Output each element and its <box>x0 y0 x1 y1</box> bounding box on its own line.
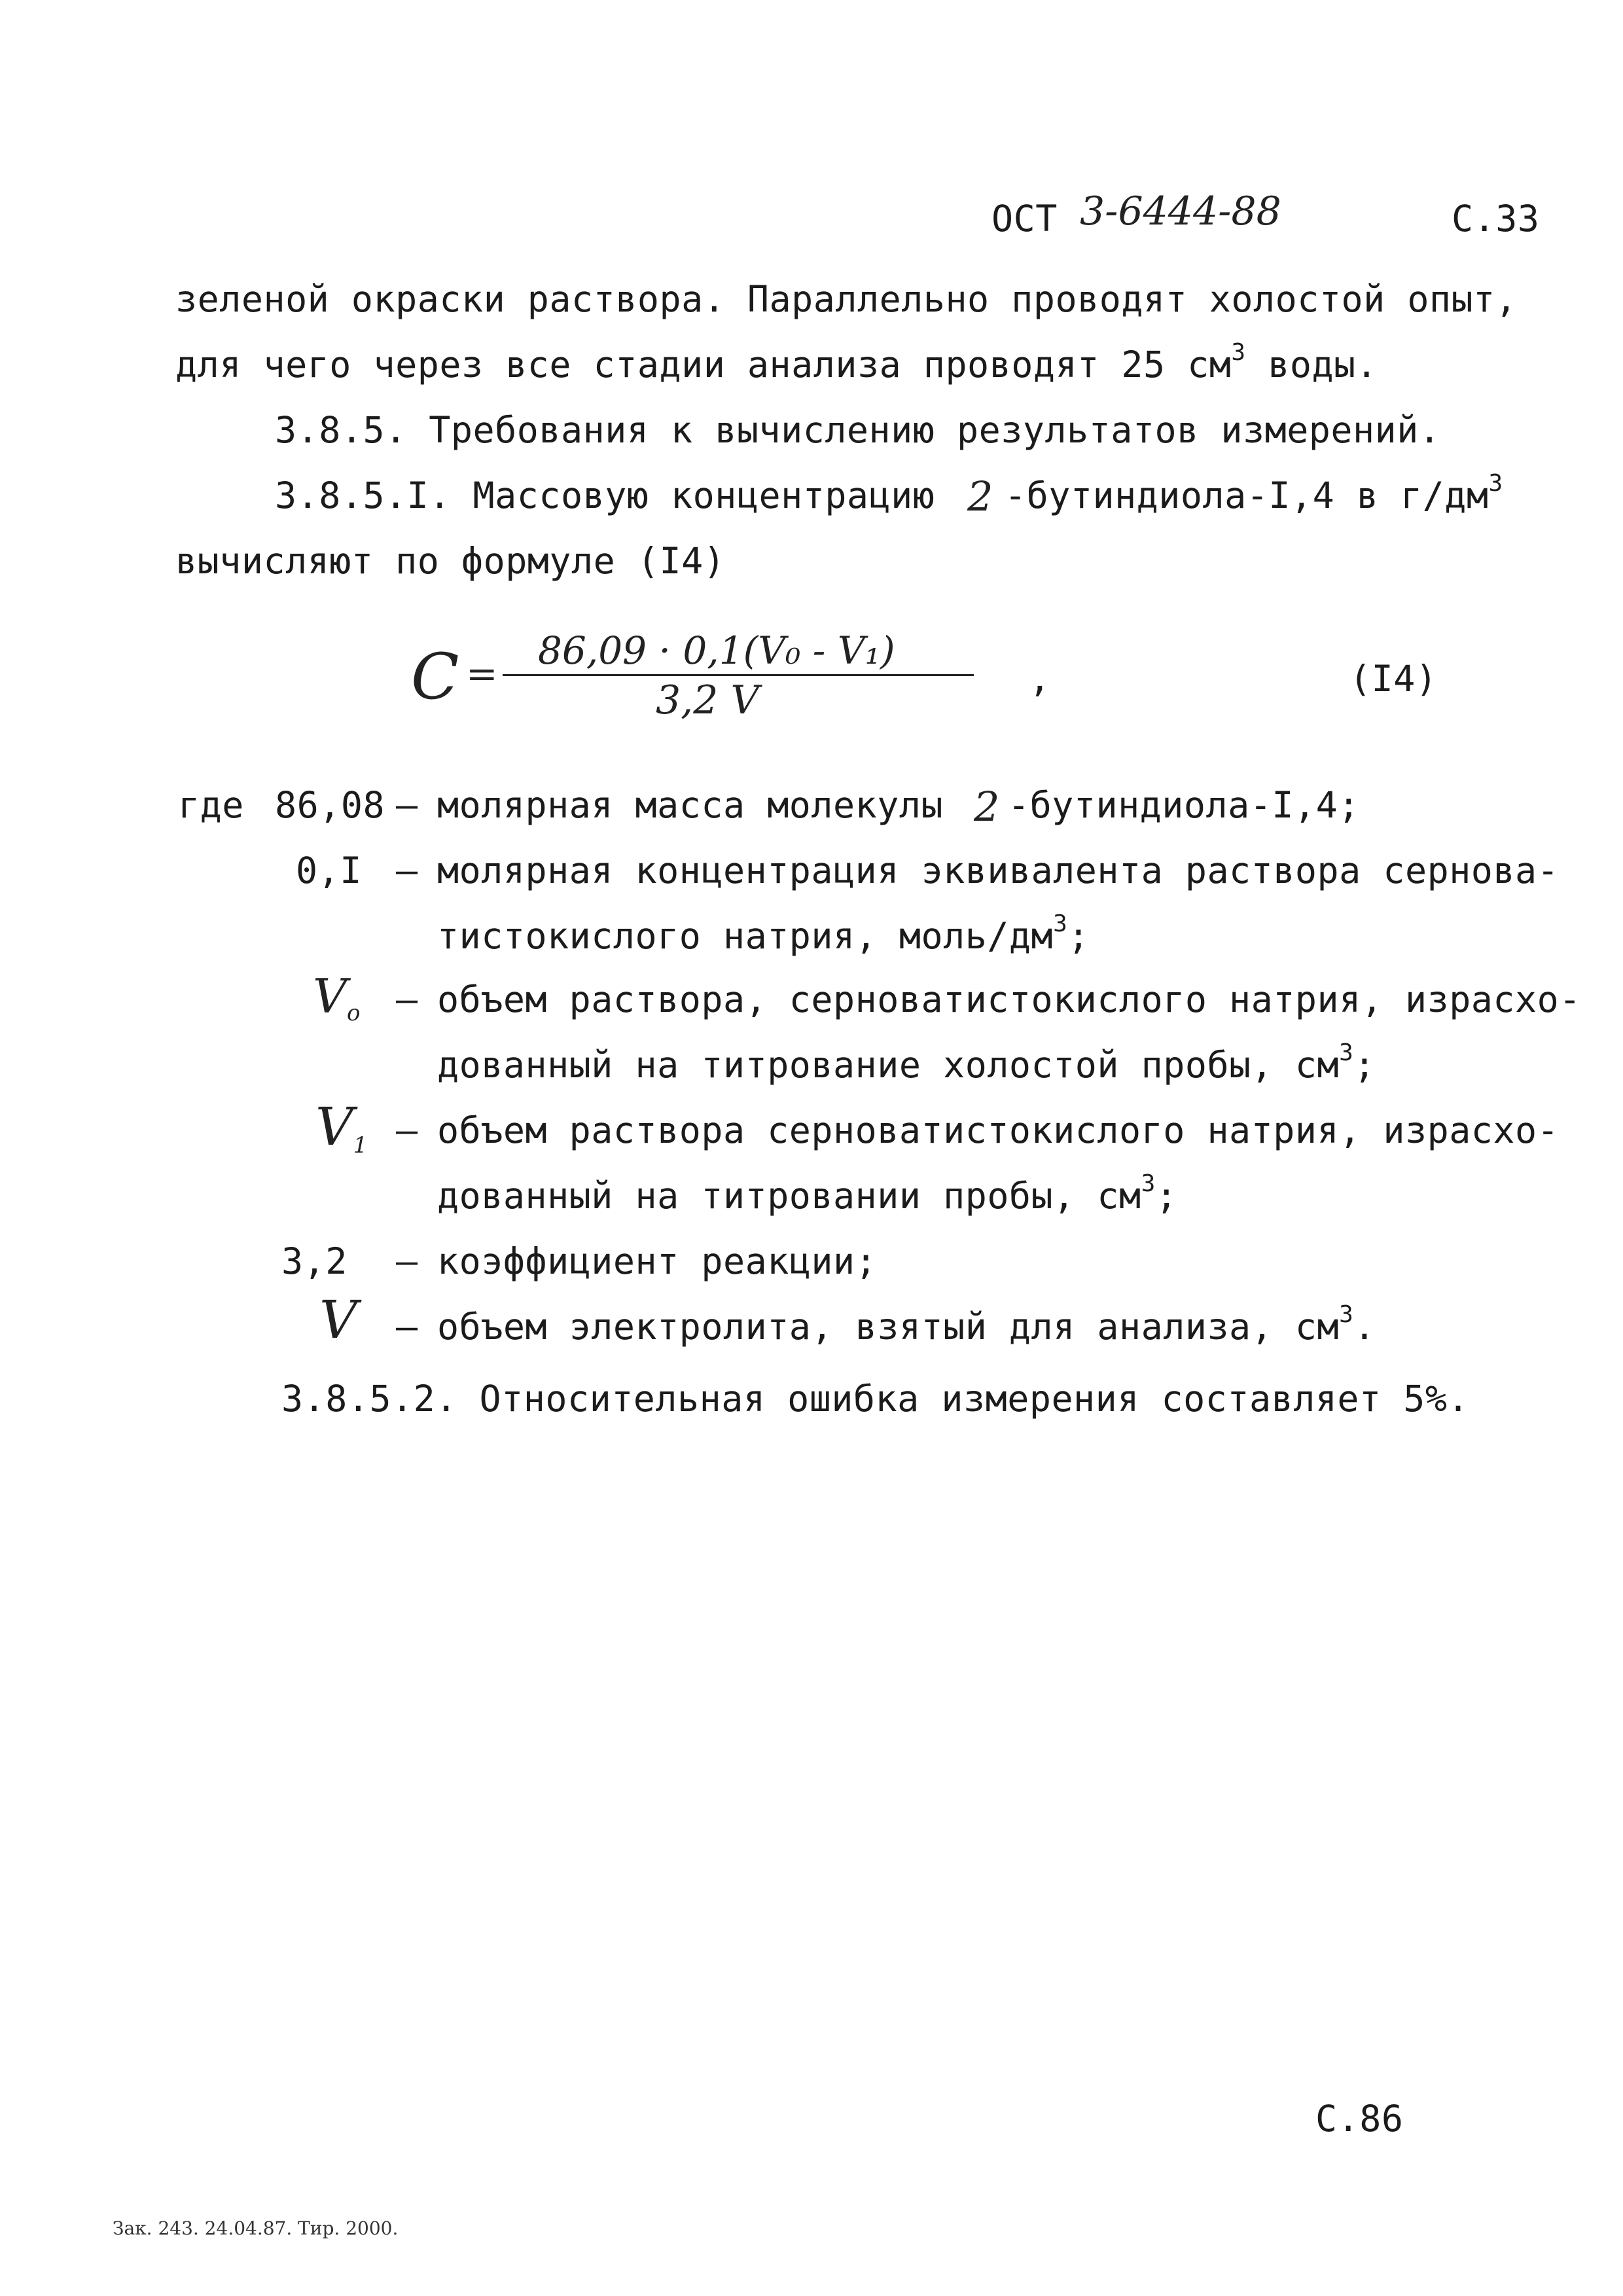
definition-text: молярная концентрация эквивалента раствора сернова- <box>437 850 1560 891</box>
section-3-8-5-1-sup: 3 <box>1488 470 1503 497</box>
definition-symbol-coefficient: 3,2 <box>281 1240 348 1282</box>
definition-symbol-v1-main: V <box>315 1096 353 1157</box>
definition-symbol-molar-mass: 86,08 <box>275 784 385 826</box>
definition-text-continued <box>437 1039 1376 1086</box>
footer-page-number: С.86 <box>1315 2098 1404 2140</box>
footer-print-info: Зак. 243. 24.04.87. Тир. 2000. <box>113 2217 399 2239</box>
where-label: где <box>178 784 244 826</box>
page-label: С.33 <box>1452 198 1540 240</box>
definition-text: объем раствора, серноватистокислого натрия, израсхо- <box>437 978 1581 1020</box>
definition-text-continued <box>437 1170 1178 1217</box>
definition-sup: 3 <box>1141 1170 1156 1197</box>
formula-denominator: 3,2 V <box>656 677 759 723</box>
definition-continued-text: дованный на титровании пробы, см <box>437 1175 1141 1217</box>
section-3-8-5-1-line-2: вычисляют по формуле (I4) <box>175 540 726 582</box>
intro-line-2-sup: 3 <box>1231 339 1246 366</box>
definition-sup: 3 <box>1053 910 1068 937</box>
definition-symbol-v0-sub: o <box>347 1000 361 1026</box>
definition-sup: 3 <box>1339 1301 1354 1328</box>
definition-text: молярная масса молекулы <box>437 784 944 826</box>
intro-line-2-end: воды. <box>1245 344 1378 386</box>
definition-continued-end: ; <box>1067 915 1090 957</box>
definition-text <box>437 1301 1376 1348</box>
definition-var: 2 <box>974 783 1000 831</box>
formula-comma: , <box>1029 658 1051 700</box>
section-3-8-5-2: 3.8.5.2. Относительная ошибка измерения составляет 5%. <box>281 1378 1470 1420</box>
definition-symbol-concentration: 0,I <box>296 850 362 891</box>
section-3-8-5-1-line-1: 3.8.5.I. Массовую концентрацию <box>275 475 935 516</box>
section-3-8-5: 3.8.5. Требования к вычислению результатов измерений. <box>275 409 1441 451</box>
intro-line-2 <box>175 339 1378 386</box>
definition-continued-end: ; <box>1155 1175 1178 1217</box>
definition-dash: – <box>396 1306 418 1348</box>
definition-text: коэффициент реакции; <box>437 1240 878 1282</box>
definition-text-continued <box>437 910 1090 957</box>
formula-fraction-line <box>503 674 974 676</box>
section-3-8-5-1-var: 2 <box>967 473 993 520</box>
standard-prefix: ОСТ <box>991 198 1058 240</box>
intro-line-1: зеленой окраски раствора. Параллельно проводят холостой опыт, <box>175 278 1518 320</box>
intro-line-2-text: для чего через все стадии анализа проводят 25 см <box>175 344 1232 386</box>
formula-number: (I4) <box>1349 658 1438 700</box>
definition-dash: – <box>396 850 418 891</box>
definition-continued-text: дованный на титрование холостой пробы, см <box>437 1044 1340 1086</box>
definition-text-end: . <box>1353 1306 1376 1348</box>
definition-dash: – <box>396 978 418 1020</box>
section-3-8-5-1-line-1-end <box>1005 470 1503 516</box>
definition-text-main: объем электролита, взятый для анализа, см <box>437 1306 1340 1348</box>
definition-symbol-v1-sub: 1 <box>353 1132 368 1158</box>
definition-dash: – <box>396 1109 418 1151</box>
definition-symbol-v: V <box>319 1289 357 1350</box>
definition-dash: – <box>396 784 418 826</box>
definition-continued-end: ; <box>1353 1044 1376 1086</box>
formula-lhs: C <box>411 640 459 713</box>
definition-dash: – <box>396 1240 418 1282</box>
formula-eq: = <box>466 651 498 696</box>
section-3-8-5-1-line-1-end-text: -бутиндиола-I,4 в г/дм <box>1005 475 1489 516</box>
definition-sup: 3 <box>1339 1039 1354 1066</box>
definition-text-end: -бутиндиола-I,4; <box>1008 784 1360 826</box>
standard-number: 3-6444-88 <box>1080 188 1281 234</box>
definition-text: объем раствора серноватистокислого натрия, израсхо- <box>437 1109 1560 1151</box>
definition-symbol-v1 <box>315 1096 367 1157</box>
definition-symbol-v0 <box>313 969 360 1024</box>
definition-symbol-v0-main: V <box>313 969 347 1024</box>
formula-numerator: 86,09 · 0,1(V₀ - V₁) <box>538 628 895 673</box>
definition-continued-text: тистокислого натрия, моль/дм <box>437 915 1054 957</box>
